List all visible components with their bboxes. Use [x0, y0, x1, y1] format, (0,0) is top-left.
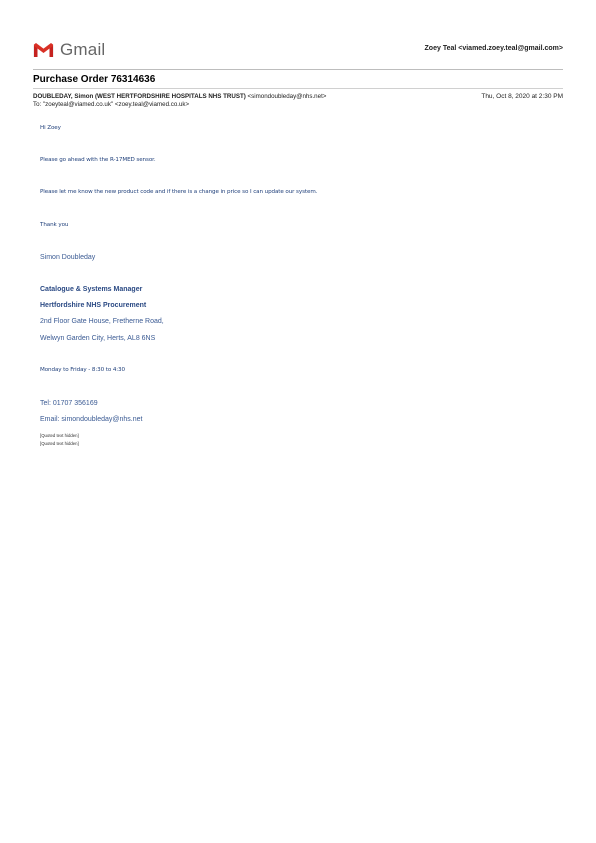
sender-name: DOUBLEDAY, Simon (WEST HERTFORDSHIRE HOSPITALS NHS TRUST) — [33, 93, 246, 100]
body-paragraph-2: Please let me know the new product code and if there is a change in price so I can update our system. — [40, 189, 318, 195]
gmail-wordmark: Gmail — [60, 40, 106, 59]
quoted-text-toggle-1[interactable]: [Quoted text hidden] — [40, 433, 79, 438]
account-label: Zoey Teal <viamed.zoey.teal@gmail.com> — [424, 45, 563, 52]
page-header — [33, 36, 563, 66]
signature-address-line-1: 2nd Floor Gate House, Fretherne Road, — [40, 318, 164, 325]
email-subject: Purchase Order 76314636 — [33, 74, 156, 85]
quoted-text-toggle-2[interactable]: [Quoted text hidden] — [40, 441, 79, 446]
body-paragraph-1: Please go ahead with the R-17MED sensor. — [40, 157, 156, 163]
signature-title: Catalogue & Systems Manager — [40, 286, 143, 293]
greeting: Hi Zoey — [40, 125, 61, 131]
signature-organisation: Hertfordshire NHS Procurement — [40, 302, 147, 309]
sender-address[interactable]: <simondoubleday@nhs.net> — [247, 93, 327, 100]
gmail-logo[interactable] — [33, 40, 105, 60]
signature-email[interactable]: Email: simondoubleday@nhs.net — [40, 416, 143, 423]
email-date: Thu, Oct 8, 2020 at 2:30 PM — [481, 93, 563, 100]
email-from — [33, 93, 326, 100]
signature-telephone: Tel: 01707 356169 — [40, 400, 98, 407]
email-recipients: To: "zoeyteal@viamed.co.uk" <zoey.teal@viamed.co.uk> — [33, 101, 190, 108]
subject-divider — [33, 88, 563, 89]
signature-address-line-2: Welwyn Garden City, Herts, AL8 6NS — [40, 335, 156, 342]
gmail-m-icon — [33, 42, 54, 58]
header-divider — [33, 69, 563, 70]
signature-name: Simon Doubleday — [40, 254, 96, 261]
closing: Thank you — [40, 222, 69, 228]
office-hours: Monday to Friday - 8:30 to 4:30 — [40, 367, 125, 373]
